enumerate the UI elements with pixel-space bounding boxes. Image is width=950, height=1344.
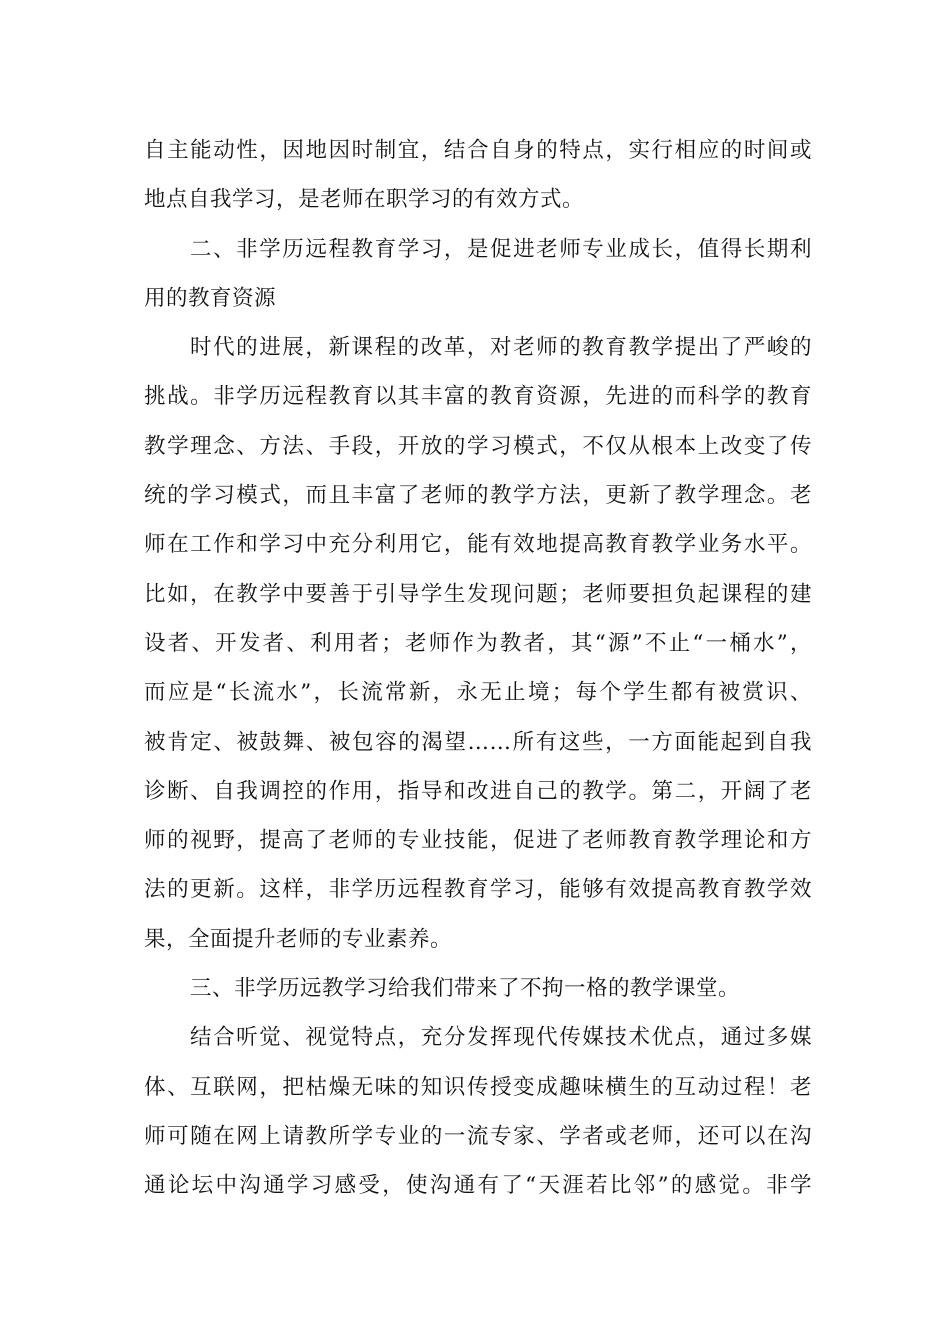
section-heading: 用的教育资源 bbox=[144, 285, 277, 311]
text-line: 体、互联网，把枯燥无味的知识传授变成趣味横生的互动过程！老 bbox=[144, 1074, 812, 1100]
text-line: 师的视野，提高了老师的专业技能，促进了老师教育教学理论和方 bbox=[144, 828, 812, 854]
text-line: 果，全面提升老师的专业素养。 bbox=[144, 926, 453, 952]
section-heading: 二、非学历远程教育学习，是促进老师专业成长，值得长期利 bbox=[190, 236, 812, 262]
text-line: 被肯定、被鼓舞、被包容的渴望……所有这些，一方面能起到自我 bbox=[144, 729, 812, 755]
text-line: 自主能动性，因地因时制宜，结合自身的特点，实行相应的时间或 bbox=[144, 138, 812, 163]
section-heading: 三、非学历远教学习给我们带来了不拘一格的教学课堂。 bbox=[190, 976, 741, 1002]
text-line: 地点自我学习，是老师在职学习的有效方式。 bbox=[144, 187, 585, 213]
text-line: 统的学习模式，而且丰富了老师的教学方法，更新了教学理念。老 bbox=[144, 483, 812, 509]
text-line: 师在工作和学习中充分利用它，能有效地提高教育教学业务水平。 bbox=[144, 532, 812, 558]
text-line: 而应是“长流水”，长流常新，永无止境；每个学生都有被赏识、 bbox=[144, 680, 812, 706]
text-line: 师可随在网上请教所学专业的一流专家、学者或老师，还可以在沟 bbox=[144, 1123, 812, 1149]
text-line: 比如，在教学中要善于引导学生发现问题；老师要担负起课程的建 bbox=[144, 581, 812, 607]
text-line: 挑战。非学历远程教育以其丰富的教育资源，先进的而科学的教育 bbox=[144, 384, 812, 410]
text-line: 通论坛中沟通学习感受，使沟通有了“天涯若比邻”的感觉。非学 bbox=[144, 1173, 812, 1199]
text-line: 结合听觉、视觉特点，充分发挥现代传媒技术优点，通过多媒 bbox=[190, 1025, 812, 1051]
text-line: 诊断、自我调控的作用，指导和改进自己的教学。第二，开阔了老 bbox=[144, 778, 812, 804]
document-body bbox=[144, 126, 812, 1211]
text-line: 法的更新。这样，非学历远程教育学习，能够有效提高教育教学效 bbox=[144, 877, 812, 903]
text-line: 教学理念、方法、手段，开放的学习模式，不仅从根本上改变了传 bbox=[144, 433, 812, 459]
text-line: 时代的进展，新课程的改革，对老师的教育教学提出了严峻的 bbox=[190, 335, 812, 361]
text-line: 设者、开发者、利用者；老师作为教者，其“源”不止“一桶水”， bbox=[144, 630, 812, 656]
